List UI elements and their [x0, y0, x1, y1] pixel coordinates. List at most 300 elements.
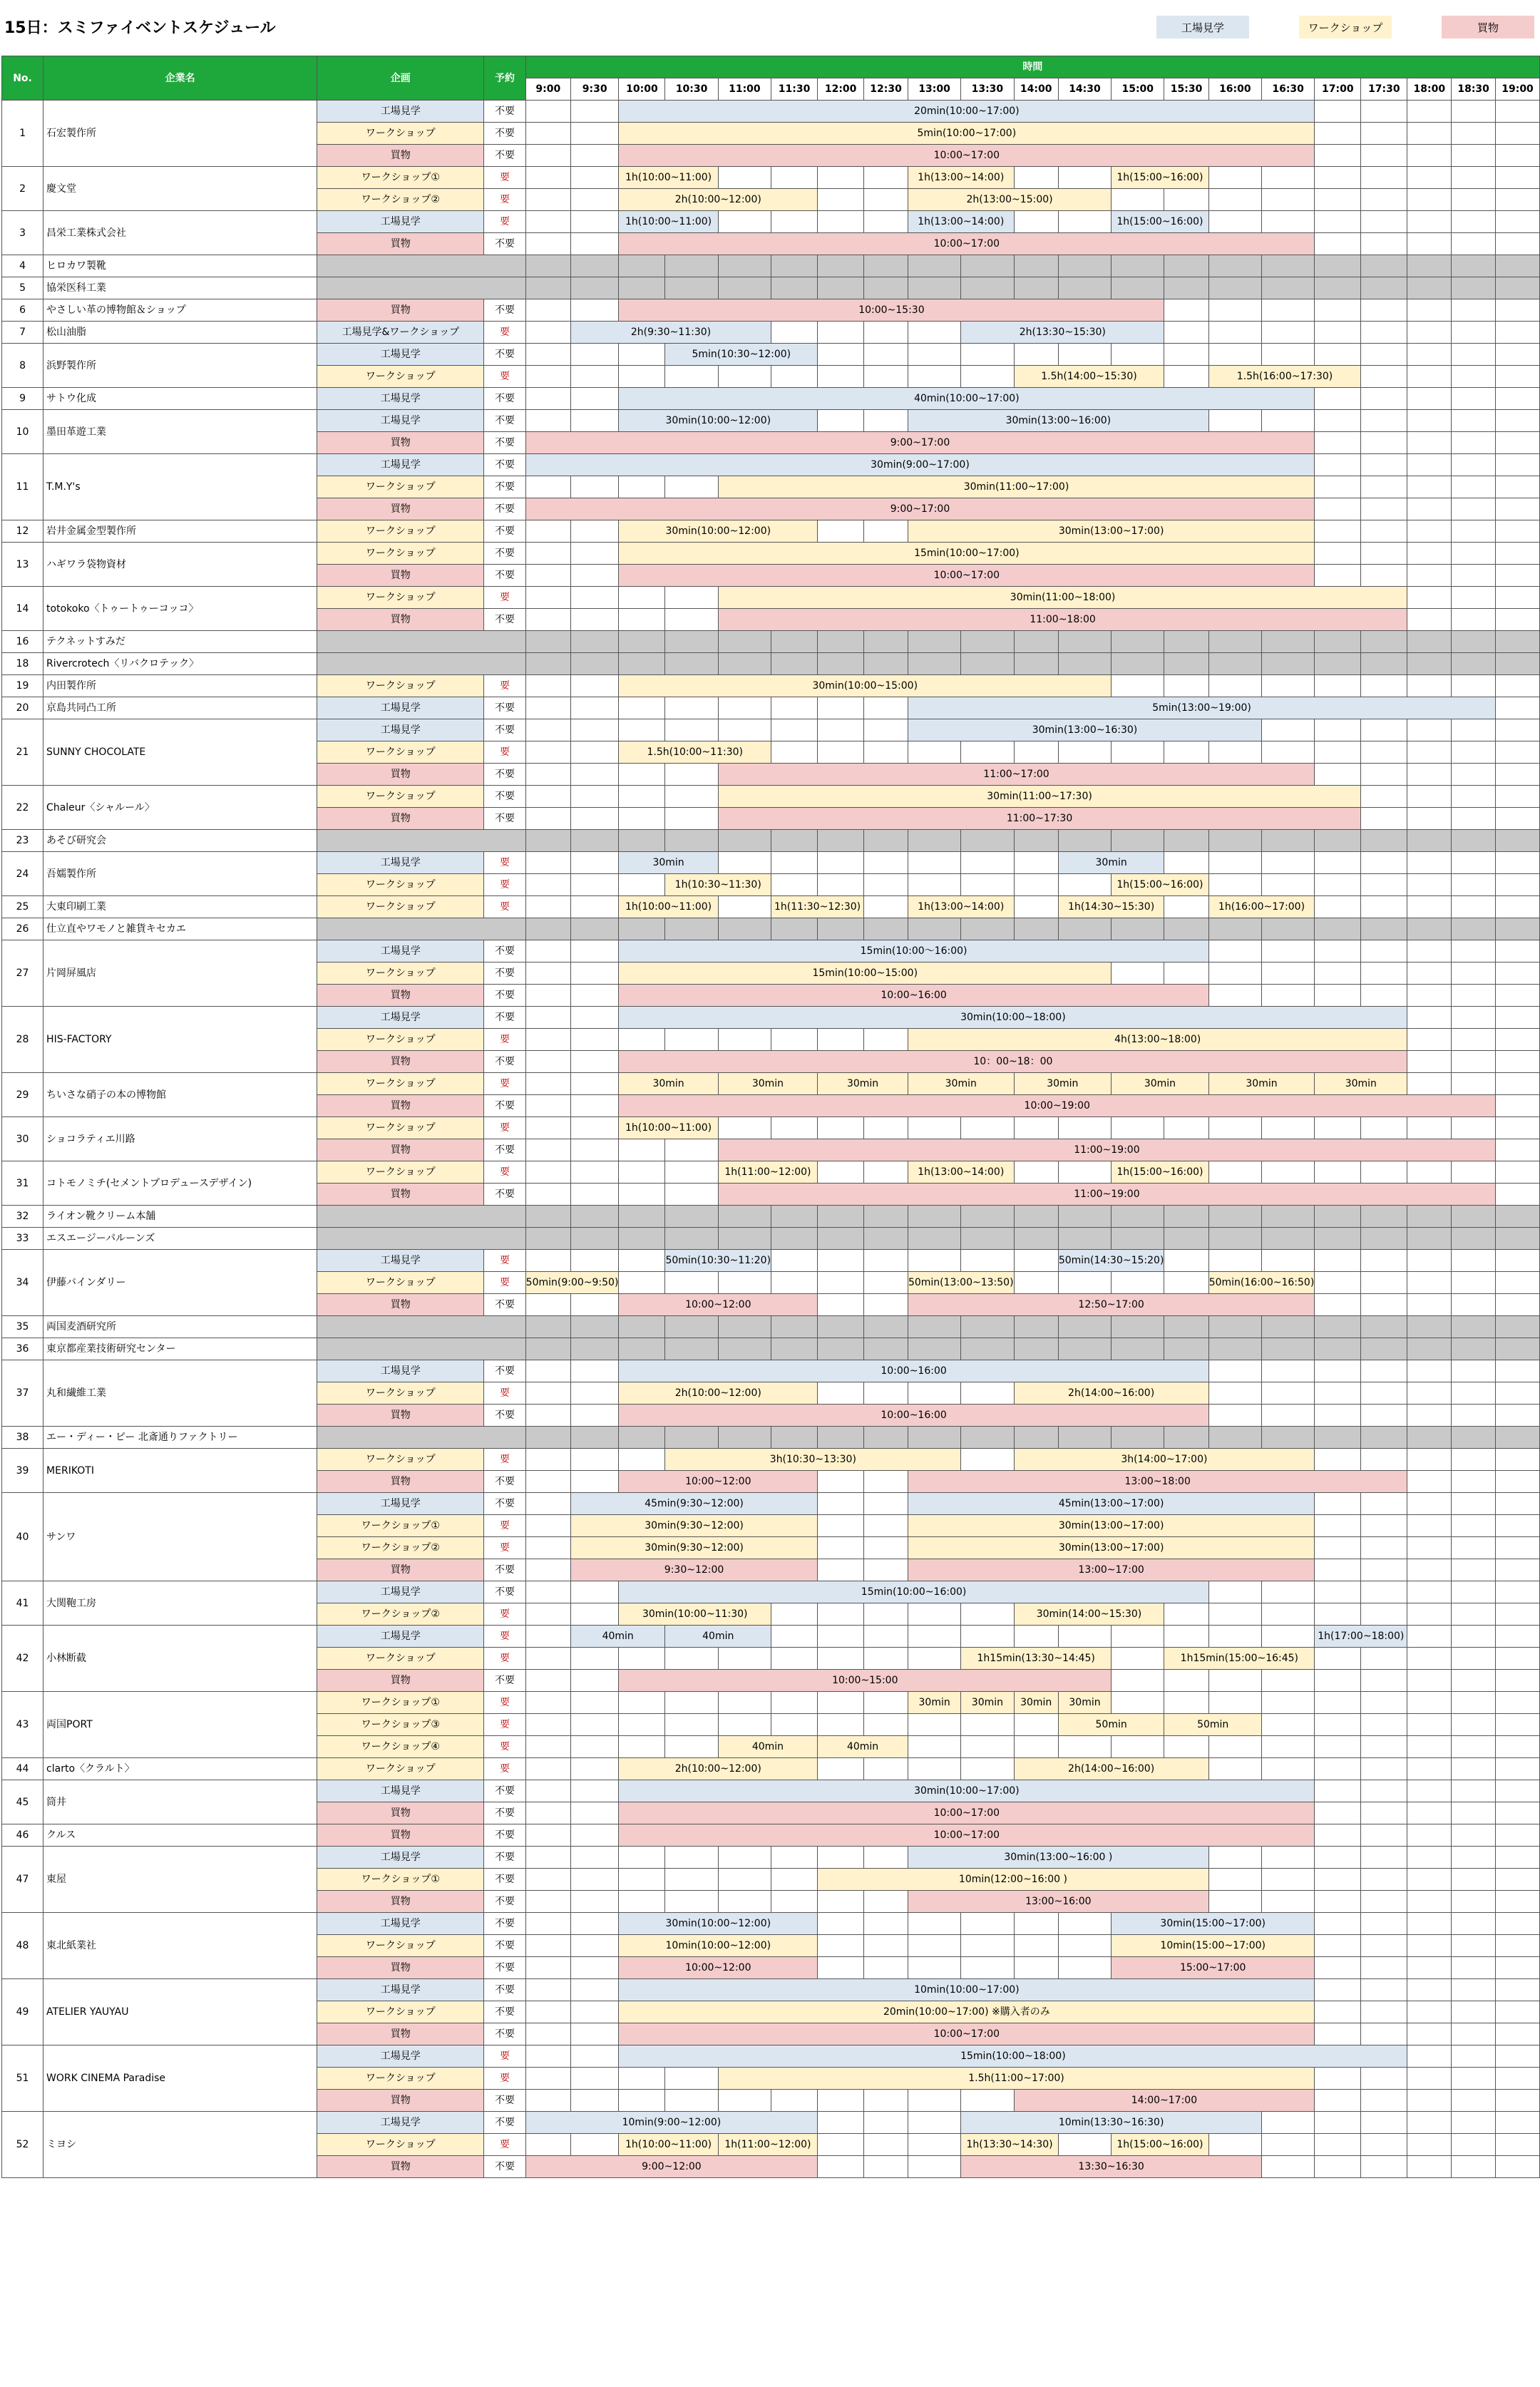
time-cell — [570, 388, 618, 410]
time-slot-label: 17:00 — [1315, 78, 1361, 101]
table-row — [2, 1847, 1540, 1869]
schedule-bar: 5min(13:00~19:00) — [908, 697, 1495, 719]
time-cell — [1315, 1405, 1361, 1427]
company-number: 30 — [2, 1117, 43, 1161]
empty-time-cell — [619, 277, 665, 299]
reservation-status: 不要 — [484, 1670, 525, 1692]
time-cell — [818, 1537, 864, 1559]
time-cell — [908, 1714, 960, 1736]
time-cell — [525, 940, 570, 962]
time-cell — [1315, 741, 1361, 764]
time-cell — [1361, 1913, 1407, 1935]
time-cell — [818, 2156, 864, 2178]
empty-time-cell — [619, 1316, 665, 1338]
time-cell — [1452, 1294, 1496, 1316]
time-cell — [665, 697, 718, 719]
reservation-status: 不要 — [484, 1913, 525, 1935]
time-cell — [818, 1117, 864, 1139]
time-cell — [1262, 322, 1315, 344]
time-cell — [1208, 1161, 1261, 1184]
time-cell — [1361, 1847, 1407, 1869]
time-cell — [1452, 874, 1496, 896]
time-cell — [771, 1692, 818, 1714]
time-cell — [1361, 896, 1407, 918]
empty-time-cell — [864, 830, 908, 852]
empty-time-cell — [665, 1228, 718, 1250]
reservation-status: 要 — [484, 1029, 525, 1051]
time-cell — [864, 697, 908, 719]
time-cell — [1407, 388, 1452, 410]
time-cell — [1361, 1891, 1407, 1913]
time-cell — [1315, 1382, 1361, 1405]
time-slot-label: 19:00 — [1496, 78, 1540, 101]
time-cell — [1452, 1117, 1496, 1139]
time-cell — [1407, 1626, 1452, 1648]
plan-type: 買物 — [317, 233, 484, 255]
time-cell — [525, 145, 570, 167]
time-cell — [1496, 1382, 1540, 1405]
time-cell — [1407, 432, 1452, 454]
reservation-status: 不要 — [484, 123, 525, 145]
time-cell — [1208, 167, 1261, 189]
time-cell — [864, 852, 908, 874]
empty-time-cell — [665, 255, 718, 277]
time-cell — [570, 1294, 618, 1316]
time-slot-label: 13:30 — [961, 78, 1014, 101]
empty-time-cell — [771, 1338, 818, 1360]
company-name: クルス — [43, 1824, 317, 1847]
empty-time-cell — [1452, 631, 1496, 653]
empty-time-cell — [1262, 1427, 1315, 1449]
time-cell — [1361, 1405, 1407, 1427]
time-cell — [1315, 1537, 1361, 1559]
time-cell — [1112, 675, 1164, 697]
time-cell — [1164, 1626, 1208, 1648]
company-number: 5 — [2, 277, 43, 299]
plan-type: 工場見学 — [317, 1913, 484, 1935]
time-cell — [864, 1250, 908, 1272]
time-cell — [771, 1891, 818, 1913]
time-cell — [525, 1449, 570, 1471]
time-cell — [570, 697, 618, 719]
empty-time-cell — [1164, 653, 1208, 675]
schedule-bar: 1h(10:00~11:00) — [619, 2134, 718, 2156]
time-cell — [864, 344, 908, 366]
schedule-bar: 1h(15:00~16:00) — [1112, 1161, 1209, 1184]
schedule-bar: 2h(10:00~12:00) — [619, 189, 818, 211]
empty-time-cell — [1496, 830, 1540, 852]
time-cell — [525, 1471, 570, 1493]
time-cell — [1262, 1736, 1315, 1758]
company-name: あそび研究会 — [43, 830, 317, 852]
time-cell — [1452, 1515, 1496, 1537]
reservation-status: 不要 — [484, 609, 525, 631]
time-cell — [570, 145, 618, 167]
time-cell — [818, 1161, 864, 1184]
empty-time-cell — [1315, 830, 1361, 852]
plan-type: 買物 — [317, 1294, 484, 1316]
schedule-bar: 9:00~17:00 — [525, 432, 1315, 454]
schedule-bar: 2h(13:30~15:30) — [961, 322, 1164, 344]
company-name: MERIKOTI — [43, 1449, 317, 1493]
time-cell — [1208, 1891, 1261, 1913]
time-cell — [1208, 1626, 1261, 1648]
time-cell — [525, 1515, 570, 1537]
company-name: 松山油脂 — [43, 322, 317, 344]
time-cell — [570, 1007, 618, 1029]
time-cell — [570, 101, 618, 123]
empty-time-cell — [1208, 653, 1261, 675]
company-number: 23 — [2, 830, 43, 852]
time-cell — [1315, 344, 1361, 366]
time-cell — [1112, 962, 1164, 985]
company-name: やさしい革の博物館＆ショップ — [43, 299, 317, 322]
plan-type: ワークショップ — [317, 962, 484, 985]
time-cell — [1452, 896, 1496, 918]
empty-time-cell — [961, 631, 1014, 653]
time-cell — [1315, 1670, 1361, 1692]
reservation-status: 不要 — [484, 764, 525, 786]
company-name: エスエージーパルーンズ — [43, 1228, 317, 1250]
time-cell — [771, 211, 818, 233]
time-cell — [718, 896, 771, 918]
time-cell — [718, 1891, 771, 1913]
time-cell — [1407, 1250, 1452, 1272]
time-cell — [1496, 145, 1540, 167]
schedule-bar: 30min(11:00~17:00) — [718, 476, 1315, 498]
time-cell — [1407, 1294, 1452, 1316]
company-name: SUNNY CHOCOLATE — [43, 719, 317, 786]
schedule-bar: 30min — [1014, 1692, 1058, 1714]
schedule-bar: 5min(10:30~12:00) — [665, 344, 818, 366]
empty-time-cell — [1315, 631, 1361, 653]
time-cell — [864, 410, 908, 432]
reservation-status: 不要 — [484, 786, 525, 808]
schedule-bar: 50min(14:30~15:20) — [1058, 1250, 1164, 1272]
time-cell — [525, 764, 570, 786]
time-cell — [1452, 2068, 1496, 2090]
table-row — [2, 101, 1540, 123]
time-cell — [1262, 1581, 1315, 1603]
time-cell — [525, 962, 570, 985]
empty-time-cell — [525, 1427, 570, 1449]
plan-type: 工場見学 — [317, 1581, 484, 1603]
time-cell — [1452, 1979, 1496, 2001]
time-cell — [1452, 454, 1496, 476]
time-cell — [570, 2090, 618, 2112]
schedule-bar: 1.5h(14:00~15:30) — [1014, 366, 1164, 388]
table-row — [2, 697, 1540, 719]
empty-time-cell — [1112, 631, 1164, 653]
time-cell — [570, 786, 618, 808]
schedule-bar: 9:00~12:00 — [525, 2156, 817, 2178]
empty-plan-cell — [317, 653, 525, 675]
time-cell — [1452, 985, 1496, 1007]
company-name: 仕立直やワモノと雑貨キセカエ — [43, 918, 317, 940]
company-number: 44 — [2, 1758, 43, 1780]
company-name: 東屋 — [43, 1847, 317, 1913]
time-cell — [818, 852, 864, 874]
time-cell — [525, 1847, 570, 1869]
reservation-status: 要 — [484, 852, 525, 874]
empty-plan-cell — [317, 1228, 525, 1250]
company-name: ハギワラ袋物資材 — [43, 543, 317, 587]
schedule-bar: 1h(10:00~11:00) — [619, 1117, 718, 1139]
plan-type: 工場見学 — [317, 1780, 484, 1802]
time-cell — [1361, 2068, 1407, 2090]
table-row — [2, 454, 1540, 476]
time-cell — [525, 233, 570, 255]
time-cell — [1315, 1780, 1361, 1802]
empty-time-cell — [1014, 1228, 1058, 1250]
time-cell — [1164, 675, 1208, 697]
time-cell — [1208, 2134, 1261, 2156]
time-cell — [1208, 344, 1261, 366]
schedule-bar: 10:00~17:00 — [619, 145, 1315, 167]
empty-time-cell — [1058, 277, 1111, 299]
time-cell — [1452, 741, 1496, 764]
empty-time-cell — [1361, 918, 1407, 940]
time-cell — [1407, 1029, 1452, 1051]
time-cell — [1452, 1957, 1496, 1979]
plan-type: ワークショップ① — [317, 167, 484, 189]
time-cell — [1407, 985, 1452, 1007]
time-slot-label: 15:30 — [1164, 78, 1208, 101]
time-cell — [864, 1603, 908, 1626]
time-cell — [570, 1824, 618, 1847]
time-cell — [525, 1780, 570, 1802]
reservation-status: 不要 — [484, 1007, 525, 1029]
time-cell — [1452, 1780, 1496, 1802]
time-cell — [1361, 1957, 1407, 1979]
empty-plan-cell — [317, 1338, 525, 1360]
empty-time-cell — [864, 277, 908, 299]
plan-type: 買物 — [317, 498, 484, 520]
time-cell — [1496, 985, 1540, 1007]
time-cell — [570, 366, 618, 388]
time-cell — [1496, 1891, 1540, 1913]
empty-time-cell — [864, 1427, 908, 1449]
time-cell — [1315, 299, 1361, 322]
empty-plan-cell — [317, 1316, 525, 1338]
time-cell — [1014, 1161, 1058, 1184]
time-cell — [1058, 1626, 1111, 1648]
time-cell — [1361, 1603, 1407, 1626]
company-name: 内田製作所 — [43, 675, 317, 697]
empty-plan-cell — [317, 277, 525, 299]
empty-time-cell — [1262, 653, 1315, 675]
time-cell — [1361, 874, 1407, 896]
empty-time-cell — [1208, 918, 1261, 940]
empty-time-cell — [908, 1228, 960, 1250]
schedule-bar: 10:00~12:00 — [619, 1957, 818, 1979]
table-row — [2, 1626, 1540, 1648]
plan-type: 買物 — [317, 764, 484, 786]
time-cell — [1315, 1979, 1361, 2001]
empty-time-cell — [1112, 1228, 1164, 1250]
time-cell — [908, 2134, 960, 2156]
time-cell — [1315, 101, 1361, 123]
time-cell — [1407, 1670, 1452, 1692]
empty-time-cell — [1262, 277, 1315, 299]
time-cell — [570, 1979, 618, 2001]
plan-type: ワークショップ — [317, 1449, 484, 1471]
empty-time-cell — [718, 1228, 771, 1250]
time-cell — [1407, 1537, 1452, 1559]
time-cell — [570, 1736, 618, 1758]
time-cell — [1452, 388, 1496, 410]
schedule-bar: 15min(10:00~17:00) — [619, 543, 1315, 565]
time-cell — [908, 344, 960, 366]
time-cell — [619, 1161, 665, 1184]
time-cell — [525, 1824, 570, 1847]
empty-time-cell — [1407, 255, 1452, 277]
time-cell — [1496, 1957, 1540, 1979]
table-row — [2, 1493, 1540, 1515]
empty-time-cell — [1208, 1338, 1261, 1360]
time-cell — [1315, 520, 1361, 543]
time-cell — [1315, 1913, 1361, 1935]
time-cell — [619, 1250, 665, 1272]
reservation-status: 不要 — [484, 985, 525, 1007]
empty-time-cell — [961, 1427, 1014, 1449]
empty-time-cell — [1208, 255, 1261, 277]
time-cell — [570, 852, 618, 874]
schedule-bar: 30min(9:30~12:00) — [570, 1537, 817, 1559]
time-cell — [1452, 1869, 1496, 1891]
time-cell — [818, 697, 864, 719]
empty-time-cell — [818, 1316, 864, 1338]
schedule-bar: 1.5h(11:00~17:00) — [718, 2068, 1315, 2090]
empty-time-cell — [771, 1316, 818, 1338]
time-cell — [1262, 1714, 1315, 1736]
company-name: 大関鞄工房 — [43, 1581, 317, 1626]
company-number: 32 — [2, 1206, 43, 1228]
reservation-status: 要 — [484, 1603, 525, 1626]
time-cell — [1315, 233, 1361, 255]
time-cell — [1407, 2134, 1452, 2156]
time-cell — [864, 1891, 908, 1913]
time-cell — [525, 1913, 570, 1935]
reservation-status: 不要 — [484, 432, 525, 454]
empty-time-cell — [1452, 918, 1496, 940]
time-cell — [864, 366, 908, 388]
time-cell — [1407, 1051, 1452, 1073]
schedule-bar: 13:00~18:00 — [908, 1471, 1407, 1493]
table-row — [2, 587, 1540, 609]
time-slot-label: 12:30 — [864, 78, 908, 101]
schedule-bar: 2h(10:00~12:00) — [619, 1758, 818, 1780]
time-cell — [1496, 454, 1540, 476]
empty-time-cell — [1361, 277, 1407, 299]
plan-type: 買物 — [317, 1891, 484, 1913]
empty-time-cell — [619, 918, 665, 940]
schedule-bar: 1h(10:00~11:00) — [619, 211, 718, 233]
time-cell — [525, 852, 570, 874]
time-cell — [771, 1648, 818, 1670]
time-cell — [1496, 1913, 1540, 1935]
time-cell — [665, 1184, 718, 1206]
time-cell — [864, 1957, 908, 1979]
time-cell — [1496, 852, 1540, 874]
time-cell — [961, 874, 1014, 896]
company-name: ヒロカワ製靴 — [43, 255, 317, 277]
time-cell — [771, 1029, 818, 1051]
time-cell — [1262, 1758, 1315, 1780]
time-cell — [1208, 874, 1261, 896]
time-cell — [1452, 543, 1496, 565]
reservation-status: 要 — [484, 1073, 525, 1095]
schedule-bar: 2h(13:00~15:00) — [908, 189, 1111, 211]
time-cell — [665, 1869, 718, 1891]
reservation-status: 要 — [484, 1272, 525, 1294]
schedule-bar: 10:00~12:00 — [619, 1471, 818, 1493]
time-cell — [1496, 299, 1540, 322]
time-cell — [1014, 1117, 1058, 1139]
empty-time-cell — [718, 1427, 771, 1449]
table-row — [2, 255, 1540, 277]
schedule-bar: 30min — [1112, 1073, 1209, 1095]
time-cell — [818, 167, 864, 189]
empty-time-cell — [570, 631, 618, 653]
time-cell — [1496, 609, 1540, 631]
schedule-bar: 15min(10:00~16:00) — [619, 1581, 1208, 1603]
time-cell — [1361, 167, 1407, 189]
time-cell — [771, 852, 818, 874]
schedule-bar: 30min(10:00~18:00) — [619, 1007, 1407, 1029]
schedule-bar: 30min — [619, 852, 718, 874]
time-slot-label: 14:00 — [1014, 78, 1058, 101]
schedule-bar: 30min — [1058, 1692, 1111, 1714]
time-cell — [525, 322, 570, 344]
time-cell — [1496, 1360, 1540, 1382]
time-cell — [1014, 1272, 1058, 1294]
time-cell — [1496, 741, 1540, 764]
empty-time-cell — [1058, 255, 1111, 277]
header-plan: 企画 — [317, 56, 484, 101]
time-cell — [665, 1714, 718, 1736]
time-cell — [1262, 962, 1315, 985]
time-cell — [818, 874, 864, 896]
time-cell — [525, 1382, 570, 1405]
empty-time-cell — [1164, 631, 1208, 653]
table-row — [2, 388, 1540, 410]
time-cell — [1452, 1471, 1496, 1493]
time-cell — [525, 741, 570, 764]
time-cell — [570, 1802, 618, 1824]
time-cell — [1361, 741, 1407, 764]
time-cell — [665, 1736, 718, 1758]
time-cell — [1058, 1913, 1111, 1935]
time-cell — [1112, 189, 1164, 211]
schedule-bar: 1h15min(13:30~14:45) — [961, 1648, 1112, 1670]
time-cell — [1452, 1449, 1496, 1471]
table-row — [2, 1780, 1540, 1802]
time-cell — [665, 1029, 718, 1051]
time-cell — [1496, 233, 1540, 255]
time-cell — [1164, 189, 1208, 211]
time-cell — [1452, 2112, 1496, 2134]
time-cell — [1496, 476, 1540, 498]
reservation-status: 不要 — [484, 565, 525, 587]
time-cell — [525, 1029, 570, 1051]
empty-time-cell — [525, 255, 570, 277]
reservation-status: 要 — [484, 1449, 525, 1471]
schedule-bar: 30min — [1208, 1073, 1315, 1095]
reservation-status: 不要 — [484, 1095, 525, 1117]
time-cell — [718, 167, 771, 189]
time-cell — [771, 1272, 818, 1294]
